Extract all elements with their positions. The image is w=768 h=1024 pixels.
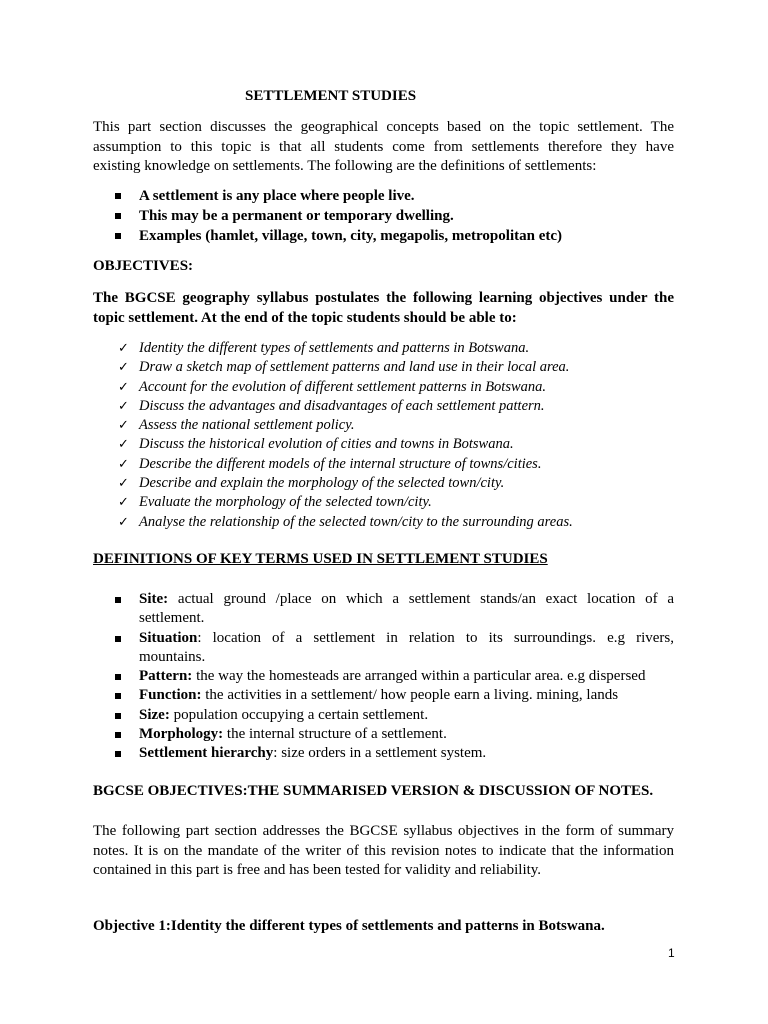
- intro-line: existing knowledge on settlements. The following are the definitions of settlements:: [93, 158, 597, 174]
- square-bullet-icon: [115, 713, 121, 719]
- square-bullet-icon: [115, 732, 121, 738]
- key-term-definition: the internal structure of a settlement.: [223, 726, 447, 743]
- checkmark-icon: ✓: [118, 418, 129, 434]
- square-bullet-icon: [115, 597, 121, 603]
- key-terms-list: [114, 590, 674, 764]
- checkmark-icon: ✓: [118, 379, 129, 395]
- key-term: Site:: [139, 591, 169, 607]
- checkmark-icon: ✓: [118, 514, 129, 530]
- key-term-item: [114, 667, 674, 686]
- list-item: ✓ Assess the national settlement policy.: [118, 416, 573, 435]
- key-term: Function:: [139, 687, 202, 704]
- summary-heading: BGCSE OBJECTIVES:THE SUMMARISED VERSION & DISCUSSION OF NOTES.: [93, 783, 654, 799]
- square-bullet-icon: [115, 636, 121, 642]
- key-term-item: [114, 725, 674, 744]
- list-item: ✓ Identity the different types of settlements and patterns in Botswana.: [118, 339, 573, 358]
- key-term: Morphology:: [139, 726, 224, 743]
- checkmark-icon: ✓: [118, 495, 129, 511]
- key-term-item: [114, 629, 674, 668]
- list-item: ✓ Describe and explain the morphology of the selected town/city.: [118, 474, 573, 493]
- key-term-item: [114, 686, 674, 705]
- key-term-definition-cont: settlement.: [139, 610, 205, 627]
- key-term-definition: the activities in a settlement/ how people earn a living. mining, lands: [201, 687, 619, 704]
- key-term-definition: population occupying a certain settlement.: [169, 706, 429, 723]
- checkmark-icon: ✓: [118, 476, 129, 492]
- key-term-item: [114, 744, 674, 763]
- list-item: ✓ Draw a sketch map of settlement patterns and land use in their local area.: [118, 358, 573, 377]
- key-term-definition: : location of a settlement in relation to its surroundings. e.g rivers,: [197, 629, 674, 646]
- key-term-definition: actual ground /place on which a settlement stands/an exact location of a: [168, 591, 674, 607]
- key-term-item: [114, 590, 674, 629]
- key-term-definition: : size orders in a settlement system.: [273, 745, 487, 762]
- intro-paragraph: [93, 118, 674, 177]
- list-item: This may be a permanent or temporary dwelling.: [114, 206, 562, 226]
- checkmark-icon: ✓: [118, 437, 129, 453]
- list-item: ✓ Analyse the relationship of the selected town/city to the surrounding areas.: [118, 513, 573, 532]
- key-terms-heading: DEFINITIONS OF KEY TERMS USED IN SETTLEMENT STUDIES: [93, 551, 548, 567]
- list-item: A settlement is any place where people live.: [114, 186, 562, 206]
- objectives-intro-line: topic settlement. At the end of the topic students should be able to:: [93, 309, 517, 326]
- square-bullet-icon: [115, 193, 121, 199]
- key-term: Pattern:: [139, 668, 193, 685]
- summary-line: notes. It is on the mandate of the writer of this revision notes to indicate that the information: [93, 842, 674, 859]
- document-title: SETTLEMENT STUDIES: [245, 88, 417, 104]
- page-number: 1: [668, 946, 675, 960]
- square-bullet-icon: [115, 233, 121, 239]
- key-term-definition: the way the homesteads are arranged within a particular area. e.g dispersed: [192, 668, 646, 685]
- square-bullet-icon: [115, 751, 121, 757]
- list-item: Examples (hamlet, village, town, city, megapolis, metropolitan etc): [114, 226, 562, 246]
- list-item: ✓ Account for the evolution of different settlement patterns in Botswana.: [118, 378, 573, 397]
- intro-line: assumption to this topic is that all students come from settlements therefore they have: [93, 138, 674, 155]
- objectives-intro-line: The BGCSE geography syllabus postulates the following learning objectives under the: [93, 290, 674, 306]
- key-term: Size:: [139, 706, 170, 723]
- list-item: ✓ Describe the different models of the internal structure of towns/cities.: [118, 455, 573, 474]
- square-bullet-icon: [115, 674, 121, 680]
- summary-paragraph: [93, 822, 674, 881]
- objectives-intro: [93, 289, 674, 328]
- key-term-item: [114, 706, 674, 725]
- list-item: ✓ Discuss the historical evolution of cities and towns in Botswana.: [118, 435, 573, 454]
- objectives-list: [118, 339, 573, 532]
- checkmark-icon: ✓: [118, 398, 129, 414]
- key-term: Settlement hierarchy: [139, 745, 274, 762]
- objectives-heading: OBJECTIVES:: [93, 258, 194, 274]
- intro-line: This part section discusses the geographical concepts based on the topic settlement. The: [93, 119, 674, 135]
- summary-line: contained in this part is free and has been tested for validity and reliability.: [93, 862, 542, 878]
- settlement-definition-list: [114, 186, 562, 246]
- list-item: ✓ Discuss the advantages and disadvantages of each settlement pattern.: [118, 397, 573, 416]
- checkmark-icon: ✓: [118, 456, 129, 472]
- summary-line: The following part section addresses the BGCSE syllabus objectives in the form of summary: [93, 823, 674, 839]
- list-item: ✓ Evaluate the morphology of the selected town/city.: [118, 493, 573, 512]
- checkmark-icon: ✓: [118, 341, 129, 356]
- checkmark-icon: ✓: [118, 360, 129, 376]
- square-bullet-icon: [115, 693, 121, 699]
- key-term: Situation: [139, 629, 198, 646]
- objective-1-heading: Objective 1:Identity the different types of settlements and patterns in Botswana.: [93, 918, 605, 934]
- square-bullet-icon: [115, 213, 121, 219]
- key-term-definition-cont: mountains.: [139, 648, 206, 665]
